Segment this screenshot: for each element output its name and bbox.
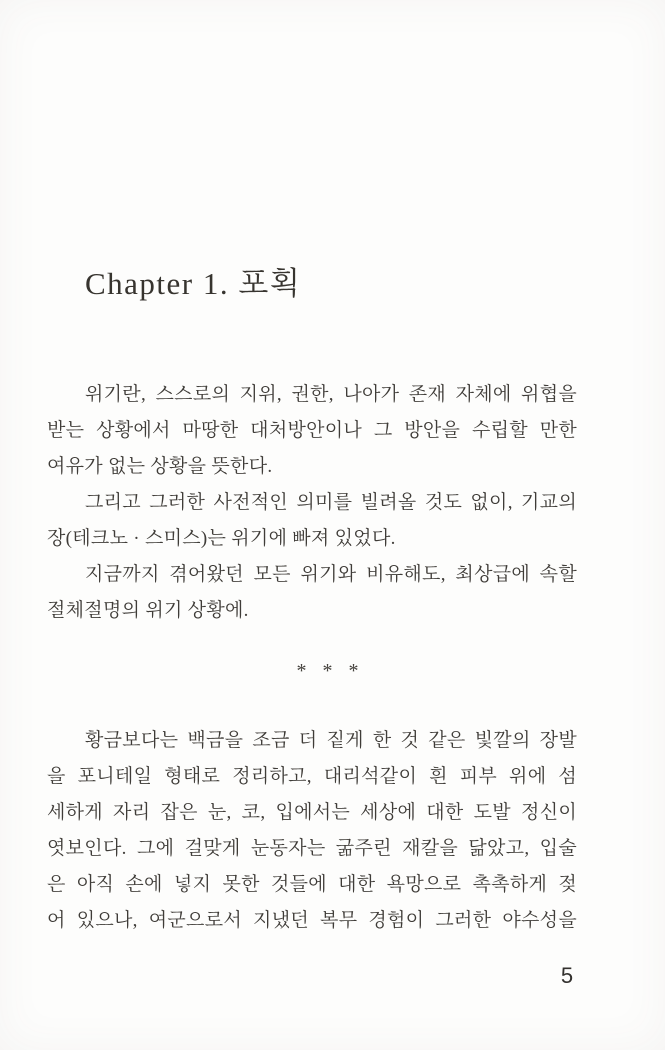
text-line: 엿보인다. 그에 걸맞게 눈동자는 굶주린 재칼을 닮았고, 입술: [47, 838, 577, 859]
text-line: 지금까지 겪어왔던 모든 위기와 비유해도, 최상급에 속할: [85, 564, 577, 585]
paragraph: [47, 723, 577, 939]
paragraph: [47, 557, 577, 629]
page-body: [47, 377, 577, 939]
text-line: 위기란, 스스로의 지위, 권한, 나아가 존재 자체에 위협을: [85, 384, 577, 405]
text-line: 장(테크노 · 스미스)는 위기에 빠져 있었다.: [47, 528, 396, 549]
text-line: 받는 상황에서 마땅한 대처방안이나 그 방안을 수립할 만한: [47, 420, 577, 441]
text-line: 세하게 자리 잡은 눈, 코, 입에서는 세상에 대한 도발 정신이: [47, 802, 577, 823]
text-line: 은 아직 손에 넣지 못한 것들에 대한 욕망으로 촉촉하게 젖: [47, 874, 577, 895]
text-line: 그리고 그러한 사전적인 의미를 빌려올 것도 없이, 기교의: [85, 492, 577, 513]
chapter-title: Chapter 1. 포획: [85, 266, 302, 301]
page-number: 5: [560, 963, 574, 988]
text-line: 황금보다는 백금을 조금 더 짙게 한 것 같은 빛깔의 장발: [85, 730, 577, 751]
paragraph: [47, 485, 577, 557]
text-line: 절체절명의 위기 상황에.: [47, 600, 249, 621]
section-separator: * * *: [296, 660, 360, 682]
text-line: 어 있으나, 여군으로서 지냈던 복무 경험이 그러한 야수성을: [47, 910, 577, 931]
text-line: 여유가 없는 상황을 뜻한다.: [47, 456, 273, 477]
paragraph: [47, 377, 577, 485]
text-line: 을 포니테일 형태로 정리하고, 대리석같이 흰 피부 위에 섬: [47, 766, 577, 787]
